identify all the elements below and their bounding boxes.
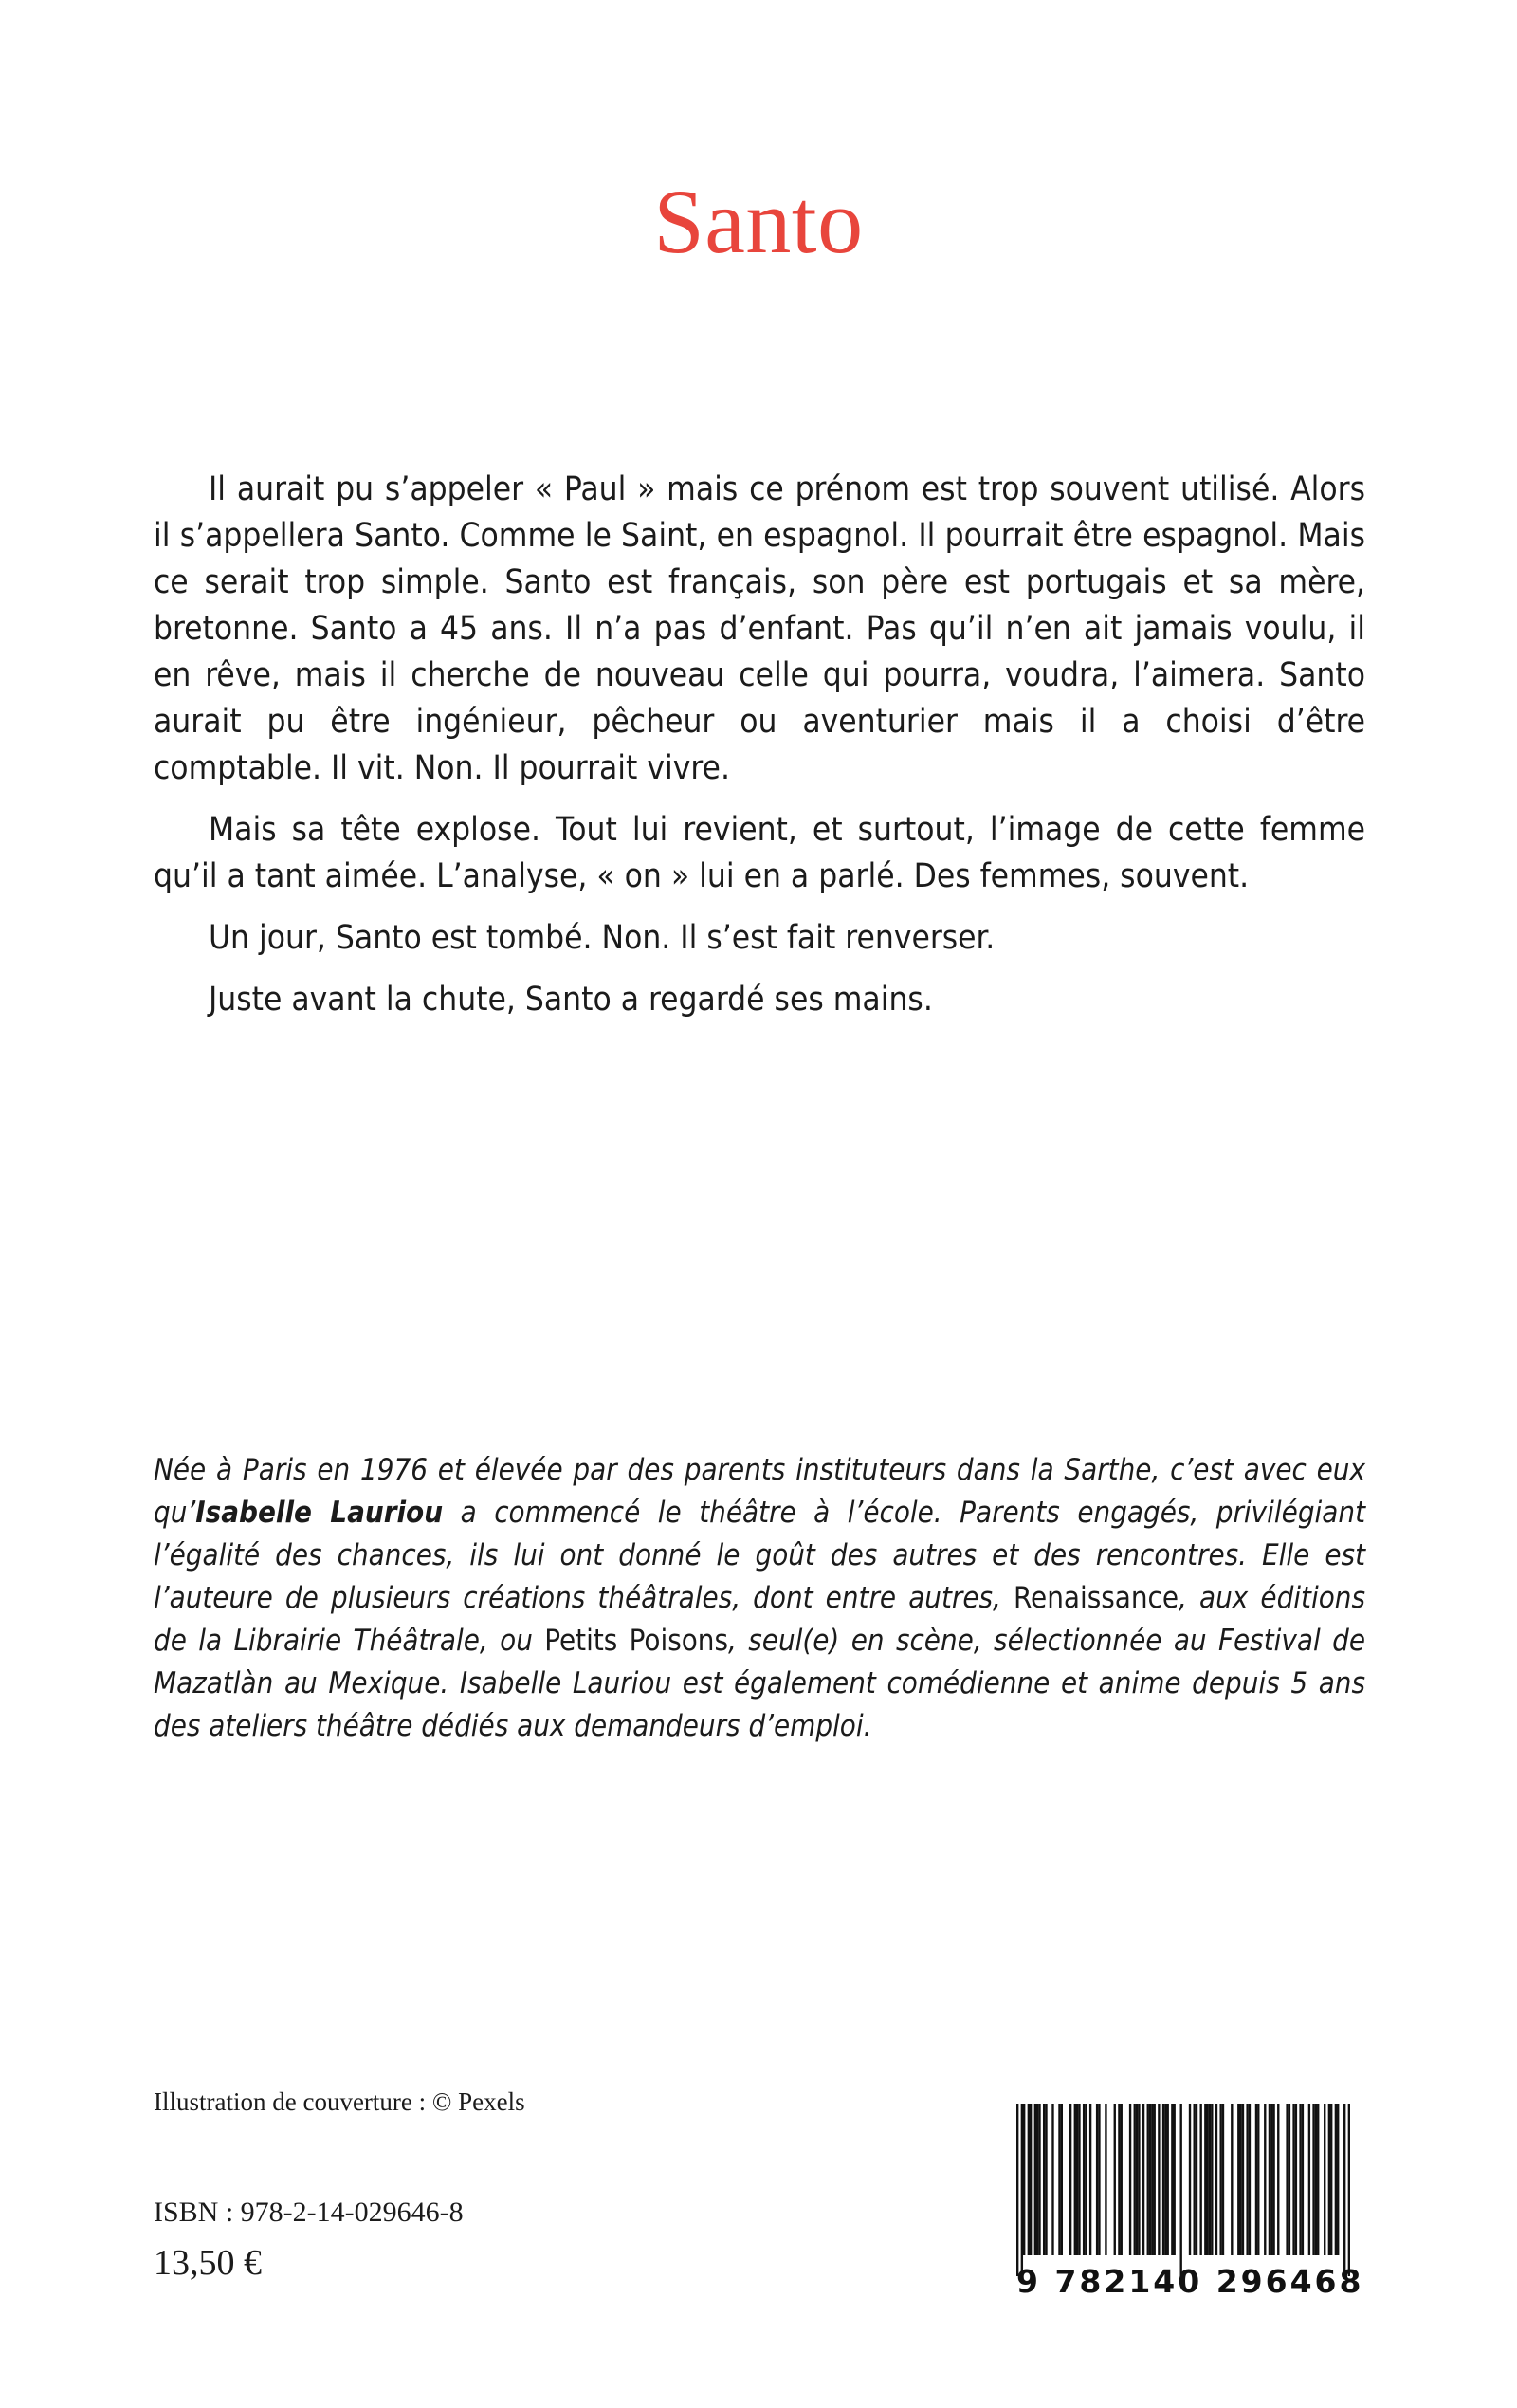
- blurb-text: [154, 467, 1365, 1023]
- price-text: 13,50 €: [154, 2243, 262, 2283]
- blurb-paragraph: Un jour, Santo est tombé. Non. Il s’est fait renverser.: [209, 919, 996, 957]
- title-block: [0, 171, 1517, 272]
- page-title: Santo: [653, 171, 864, 272]
- barcode-bars: [1016, 2104, 1350, 2276]
- barcode: [1016, 2104, 1364, 2331]
- author-biography-paragraph: [154, 1449, 1365, 1748]
- bio-segment: a commencé le théâtre à l’école. Parents engagés, privilégiant l’égalité des chances, ils lui ont donné le goût des autres et des rencontres. Elle est l’auteure de plusieurs créations théâtrales, dont entre autres,: [154, 1496, 1365, 1615]
- isbn-text: ISBN : 978-2-14-029646-8: [154, 2197, 464, 2228]
- bio-segment: , aux éditions de la Librairie Théâtrale, ou: [154, 1581, 1365, 1658]
- bio-segment: , seul(e) en scène, sélectionnée au Festival de Mazatlàn au Mexique. Isabelle Lauriou est également comédienne et anime depuis 5 ans des ateliers théâtre dédiés aux demandeurs d’emploi.: [154, 1624, 1365, 1743]
- cover-credit: Illustration de couverture : © Pexels: [154, 2087, 525, 2116]
- work-title-petits-poisons: Petits Poisons: [544, 1624, 729, 1658]
- bio-segment: Née à Paris en 1976 et élevée par des parents instituteurs dans la Sarthe, c’est avec eux qu’: [154, 1453, 1365, 1530]
- author-biography: [154, 1449, 1365, 1748]
- barcode-digits: 9 782140 296468: [1016, 2263, 1364, 2300]
- author-name: Isabelle Lauriou: [195, 1496, 444, 1530]
- work-title-renaissance: Renaissance: [1014, 1581, 1179, 1615]
- blurb-paragraph: Juste avant la chute, Santo a regardé ses mains.: [209, 981, 933, 1019]
- blurb-paragraph: Mais sa tête explose. Tout lui revient, et surtout, l’image de cette femme qu’il a tant aimée. L’analyse, « on » lui en a parlé. Des femmes, souvent.: [154, 811, 1365, 895]
- blurb-paragraph: Il aurait pu s’appeler « Paul » mais ce prénom est trop souvent utilisé. Alors il s’appellera Santo. Comme le Saint, en espagnol. Il pourrait être espagnol. Mais ce serait trop simple. Santo est français, son père est portugais et sa mère, bretonne. Santo a 45 ans. Il n’a pas d’enfant. Pas qu’il n’en ait jamais voulu, il en rêve, mais il cherche de nouveau celle qui pourra, voudra, l’aimera. Santo aurait pu être ingénieur, pêcheur ou aventurier mais il a choisi d’être comptable. Il vit. Non. Il pourrait vivre.: [154, 470, 1365, 787]
